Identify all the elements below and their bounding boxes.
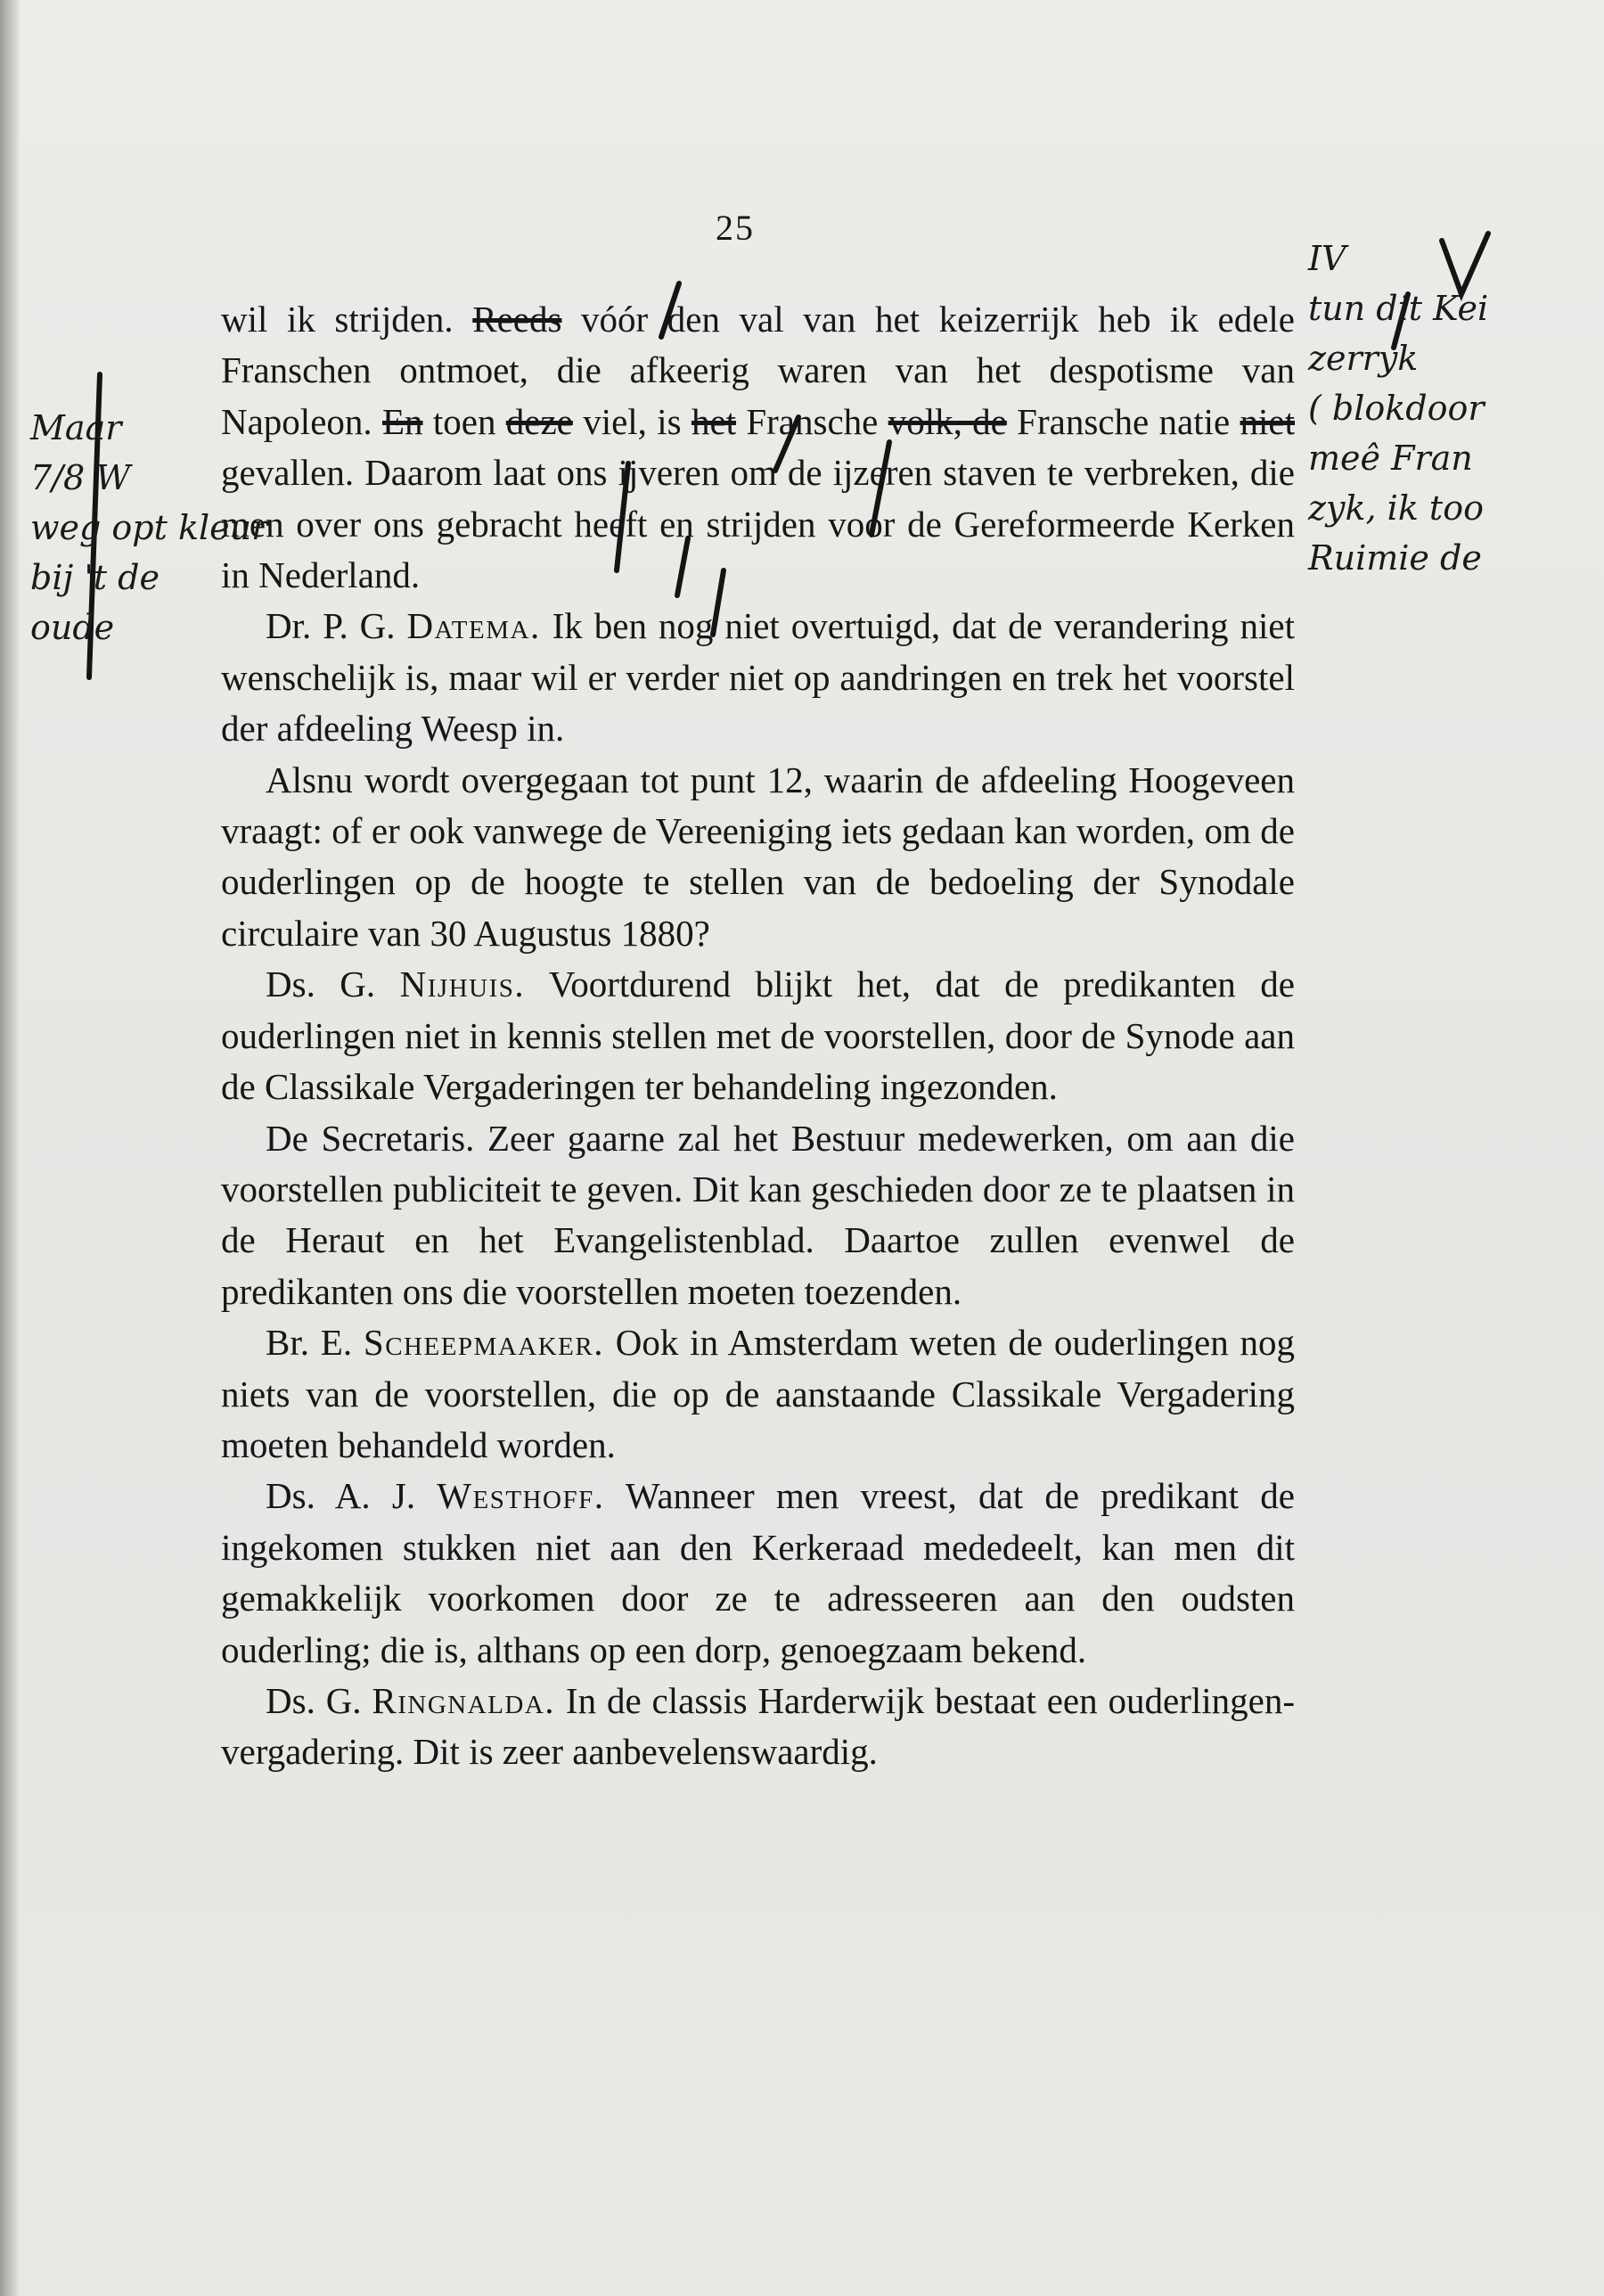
- margin-note-line: weg opt kleur: [30, 508, 268, 547]
- speaker-name: Datema.: [406, 605, 541, 647]
- struck-text: volk, de: [888, 400, 1007, 442]
- margin-note-line: oude: [30, 608, 115, 647]
- text-run: Ik ben nog niet overtuigd, dat de verandering niet wenschelijk is, maar wil er verder niet op aandringen en trek het voorstel der afdeeling Weesp in.: [221, 605, 1295, 750]
- struck-text: En: [381, 400, 423, 442]
- text-run: Ook in Amsterdam weten de ouderlingen nog niets van de voorstellen, die op de aanstaande Classikale Vergadering moeten behandeld worden.: [221, 1322, 1295, 1465]
- struck-text: het: [691, 400, 737, 442]
- margin-note-line: meê Fran: [1308, 439, 1473, 478]
- margin-note-line: zerryk: [1308, 339, 1419, 378]
- text-run: viel, is: [572, 400, 692, 442]
- text-run: Fransche natie: [1006, 400, 1240, 442]
- text-run: Fransche: [736, 400, 888, 442]
- text-run: Dr. P. G.: [266, 605, 407, 647]
- speaker-name: Nijhuis.: [399, 964, 526, 1005]
- margin-note-line: Ruimie de: [1308, 538, 1482, 578]
- speaker-name: Westhoff.: [437, 1475, 605, 1517]
- text-run: Ds. A. J.: [266, 1475, 438, 1517]
- margin-note-line: zyk, ik too: [1308, 488, 1484, 528]
- margin-note-line: IV: [1308, 239, 1346, 278]
- right-margin-note: [1308, 234, 1602, 583]
- left-margin-note: [30, 403, 268, 652]
- text-run: Ds. G.: [266, 1679, 372, 1721]
- margin-note-line: 7/8 W: [30, 458, 131, 497]
- text-run: Voortdurend blijkt het, dat de predikanten de ouderlingen niet in kennis stellen met de voorstellen, door de Synode aan de Classikale Vergaderingen ter behandeling ingezonden.: [221, 964, 1295, 1108]
- text-run: Ds. G.: [266, 964, 400, 1005]
- margin-note-line: bij 't de: [30, 558, 160, 597]
- text-run: toen: [422, 400, 506, 442]
- speaker-name: Ringnalda.: [372, 1679, 556, 1721]
- text-run: Wanneer men vreest, dat de predikant de ingekomen stukken niet aan den Kerkeraad mededeelt, kan men dit gemakkelijk voorkomen door ze te adresseeren aan den oudsten ouderling; die is, althans op een dorp, genoegzaam bekend.: [221, 1475, 1295, 1670]
- text-run: In de classis Harderwijk bestaat een ouderlingen-vergadering. Dit is zeer aanbevelenswaardig.: [221, 1679, 1295, 1773]
- text-run: Br. E.: [266, 1322, 364, 1364]
- speaker-name: Scheepmaaker.: [363, 1322, 604, 1364]
- text-run: Alsnu wordt overgegaan tot punt 12, waarin de afdeeling Hoogeveen vraagt: of er ook vanwege de Vereeniging iets gedaan kan worden, om de ouderlingen op de hoogte te stellen van de bedoeling der Synodale circulaire van 30 Augustus 1880?: [221, 758, 1295, 954]
- margin-note-line: tun dit Kei: [1308, 289, 1489, 328]
- text-run: De Secretaris. Zeer gaarne zal het Bestuur medewerken, om aan die voorstellen publiciteit te geven. Dit kan geschieden door ze te plaatsen in de Heraut en het Evangelistenblad. Daartoe zullen evenwel de predikanten ons die voorstellen moeten toezenden.: [221, 1117, 1295, 1312]
- struck-text: Reeds: [472, 299, 562, 340]
- page-number: 25: [716, 208, 755, 248]
- text-run: gevallen. Daarom laat ons ijveren om de ijzeren staven te verbreken, die men over ons gebracht heeft en strijden voor de Gereformeerde Kerken in Nederland.: [221, 452, 1295, 596]
- margin-note-line: Maar: [30, 408, 122, 447]
- text-run: vóór den val van het keizerrijk heb ik edele Franschen ontmoet, die afkeerig waren van het despotisme van Napoleon.: [221, 299, 1296, 442]
- text-run: wil ik strijden.: [221, 299, 473, 340]
- struck-text: deze: [505, 400, 573, 442]
- struck-text: niet: [1240, 400, 1296, 442]
- margin-note-line: ( blokdoor: [1308, 389, 1485, 428]
